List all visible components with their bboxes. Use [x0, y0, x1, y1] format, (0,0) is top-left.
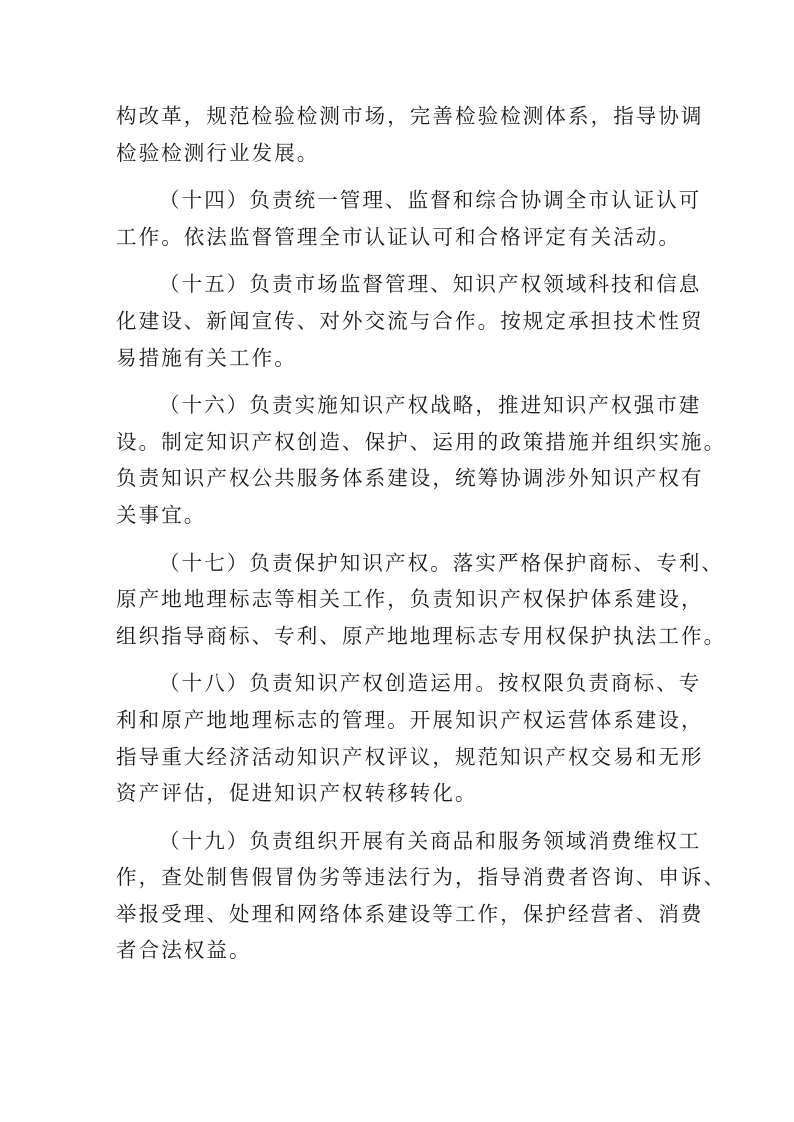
text-line: 举报受理、处理和网络体系建设等工作，保护经营者、消费 — [116, 901, 704, 926]
paragraph-item-15 — [116, 266, 704, 376]
document-body — [116, 98, 727, 969]
text-line: 易措施有关工作。 — [116, 345, 297, 370]
text-line: 组织指导商标、专利、原产地地理标志专用权保护执法工作。 — [116, 623, 727, 648]
text-line: 设。制定知识产权创造、保护、运用的政策措施并组织实施。 — [116, 429, 727, 454]
text-line: 资产评估，促进知识产权转移转化。 — [116, 781, 478, 806]
paragraph-item-18 — [116, 665, 704, 811]
text-line: 检验检测行业发展。 — [116, 140, 320, 165]
text-line: （十八）负责知识产权创造运用。按权限负责商标、专 — [159, 671, 702, 696]
text-line: 者合法权益。 — [116, 938, 252, 963]
text-line: 原产地地理标志等相关工作，负责知识产权保护体系建设， — [116, 587, 704, 612]
paragraph-item-17 — [116, 545, 727, 655]
text-line: （十七）负责保护知识产权。落实严格保护商标、专利、 — [159, 550, 724, 575]
text-line: 作，查处制售假冒伪劣等违法行为，指导消费者咨询、申诉、 — [116, 865, 727, 890]
paragraph-item-14 — [116, 182, 702, 255]
text-line: 指导重大经济活动知识产权评议，规范知识产权交易和无形 — [116, 744, 704, 769]
paragraph-item-19 — [116, 823, 727, 969]
text-line: 化建设、新闻宣传、对外交流与合作。按规定承担技术性贸 — [116, 308, 704, 333]
text-line: （十五）负责市场监督管理、知识产权领域科技和信息 — [159, 272, 702, 297]
paragraph-item-16 — [116, 387, 727, 533]
text-line: 工作。依法监督管理全市认证认可和合格评定有关活动。 — [116, 224, 681, 249]
text-line: 负责知识产权公共服务体系建设，统筹协调涉外知识产权有 — [116, 466, 704, 491]
text-line: 利和原产地地理标志的管理。开展知识产权运营体系建设， — [116, 707, 704, 732]
text-line: 构改革，规范检验检测市场，完善检验检测体系，指导协调 — [116, 104, 704, 128]
text-line: （十六）负责实施知识产权战略，推进知识产权强市建 — [159, 393, 702, 418]
paragraph-continuation — [116, 98, 704, 171]
text-line: 关事宜。 — [116, 502, 207, 527]
text-line: （十九）负责组织开展有关商品和服务领域消费维权工 — [159, 828, 702, 853]
text-line: （十四）负责统一管理、监督和综合协调全市认证认可 — [159, 188, 702, 213]
